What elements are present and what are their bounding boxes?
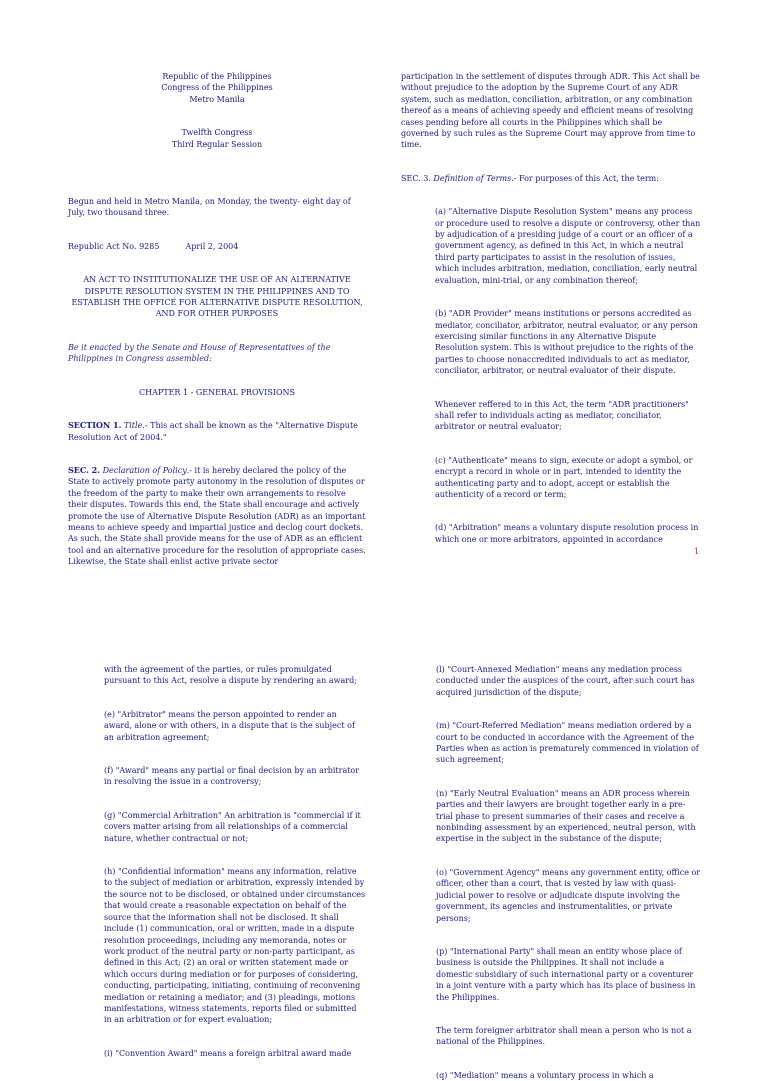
definition-d: (d) "Arbitration" means a voluntary dispute resolution process in which one or more arbitrators, appointed in accordance	[435, 523, 699, 544]
definition-g: (g) "Commercial Arbitration" An arbitration is "commercial if it covers matter arising from all relationships of a commercial nature, whether contractual or not;	[104, 810, 361, 843]
act-date: April 2, 2004	[185, 241, 239, 251]
section-3-label: SEC. 3.	[401, 173, 431, 183]
page2-left-column	[104, 664, 366, 1059]
act-number-line	[68, 241, 366, 252]
definition-l: (l) "Court-Annexed Mediation" means any mediation process conducted under the auspices of the court, after such court has acquired jurisdiction of the dispute;	[436, 665, 695, 697]
congress-number: Twelfth Congress	[181, 128, 253, 138]
act-number: Republic Act No. 9285	[68, 241, 160, 251]
page1-right-column	[401, 71, 701, 545]
foreigner-arbitrator-note: The term foreigner arbitrator shall mean a person who is not a national of the Philippines.	[436, 1025, 692, 1047]
header-block	[68, 71, 366, 105]
section-3	[401, 173, 701, 184]
page1-left-column	[68, 71, 366, 568]
definition-o: (o) "Government Agency" means any government entity, office or officer, other than a court, that is vested by law with quasi-judicial power to resolve or adjudicate dispute involving the government, its agencies and instrumentalities, or private persons;	[436, 867, 701, 923]
section-1-text: .- This act shall be known as the "Alternative Dispute Resolution Act of 2004."	[68, 421, 358, 442]
act-title: AN ACT TO INSTITUTIONALIZE THE USE OF AN ALTERNATIVE DISPUTE RESOLUTION SYSTEM IN THE PHILIPPINES AND TO ESTABLISH THE OFFICE FOR ALTERNATIVE DISPUTE RESOLUTION, AND FOR OTHER PURPOSES	[71, 275, 363, 319]
definition-f: (f) "Award" means any partial or final decision by an arbitrator in resolving the issue in a controversy;	[104, 766, 360, 787]
header-congress: Congress of the Philippines	[161, 83, 273, 93]
arbitration-continuation: with the agreement of the parties, or rules promulgated pursuant to this Act, resolve a dispute by rendering an award;	[104, 665, 357, 686]
definition-c: (c) "Authenticate" means to sign, execute or adopt a symbol, or encrypt a record in whole or in part, intended to identity the authenticating party and to adopt, accept or establish the authenticity of a record or term;	[435, 455, 693, 499]
chapter-heading: CHAPTER 1 - GENERAL PROVISIONS	[138, 387, 296, 397]
section-2-title: Declaration of Policy	[102, 465, 187, 475]
definition-e: (e) "Arbitrator" means the person appointed to render an award, alone or with others, in a dispute that is the subject of an arbitration agreement;	[104, 709, 355, 742]
definition-p: (p) "International Party" shall mean an entity whose place of business is outside the Philippines. It shall not include a domestic subsidiary of such international party or a coventurer in a joint venture with a party which has its place of business in the Philippines.	[436, 946, 696, 1002]
page2-right-column	[436, 664, 701, 1081]
definition-i: (i) "Convention Award" means a foreign arbitral award made	[104, 1048, 352, 1058]
definitions-block-1	[401, 206, 701, 376]
section-1-label: SECTION 1.	[68, 420, 122, 431]
definition-q: (q) "Mediation" means a voluntary process in which a	[436, 1070, 654, 1080]
session-number: Third Regular Session	[171, 139, 263, 149]
header-republic: Republic of the Philippines	[162, 72, 272, 81]
definitions-block-2	[401, 455, 701, 545]
section-3-text: .- For purposes of this Act, the term:	[511, 173, 659, 183]
section-1	[68, 420, 366, 443]
section-2	[68, 465, 366, 568]
congress-block	[68, 127, 366, 150]
enacting-clause: Be it enacted by the Senate and House of Representatives of the Philippines in Congress assembled:	[68, 342, 331, 364]
definition-b: (b) "ADR Provider" means institutions or persons accredited as mediator, conciliator, arbitrator, neutral evaluator, or any person exercising similar functions in any Alternative Dispute Resolution system. This is without prejudice to the rights of the parties to choose nonaccredited individuals to act as mediator, conciliator, arbitrator, or neutral evaluator of their dispute.	[435, 309, 698, 376]
begun-statement: Begun and held in Metro Manila, on Monday, the twenty- eight day of July, two thousand three.	[68, 197, 351, 218]
policy-continuation: participation in the settlement of disputes through ADR. This Act shall be without prejudice to the adoption by the Supreme Court of any ADR system, such as mediation, conciliation, arbitration, or any combination thereof as a means of achieving speedy and efficient means of resolving cases pending before all courts in the Philippines which shall be governed by such rules as the Supreme Court may approve from time to time.	[401, 72, 700, 150]
definition-h: (h) "Confidential information" means any information, relative to the subject of mediation or arbitration, expressly intended by the source not to be disclosed, or obtained under circumstances that would create a reasonable expectation on behalf of the source that the information shall not be disclosed. It shall include (1) communication, oral or written, made in a dispute resolution proceedings, including any memoranda, notes or work product of the neutral party or non-party participant, as defined in this Act; (2) an oral or written statement made or which occurs during mediation or for purposes of considering, conducting, participating, initiating, continuing of reconvening mediation or retaining a mediator; and (3) pleadings, motions manifestations, witness statements, reports filed or submitted in an arbitration or for expert evaluation;	[104, 867, 366, 1025]
section-2-label: SEC. 2.	[68, 464, 101, 475]
section-1-title: Title	[123, 421, 143, 431]
definition-m: (m) "Court-Referred Mediation" means mediation ordered by a court to be conducted in accordance with the Agreement of the Parties when as action is prematurely commenced in violation of such agreement;	[436, 721, 699, 765]
definition-n: (n) "Early Neutral Evaluation" means an ADR process wherein parties and their lawyers are brought together early in a pre-trial phase to present summaries of their cases and receive a nonbinding assessment by an experienced, neutral person, with expertise in the subject in the substance of the dispute;	[436, 788, 696, 844]
adr-practitioners-note: Whenever reffered to in this Act, the term "ADR practitioners" shall refer to individuals acting as mediator, conciliator, arbitrator or neutral evaluator;	[435, 399, 689, 432]
header-location: Metro Manila	[189, 94, 245, 104]
definition-a: (a) "Alternative Dispute Resolution System" means any process or procedure used to resolve a dispute or controversy, other than by adjudication of a presiding judge of a court or an officer of a government agency, as defined in this Act, in which a neutral third party participates to assist in the resolution of issues, which includes arbitration, mediation, conciliation, early neutral evaluation, mini-trial, or any combination thereof;	[435, 207, 701, 285]
document-page-2	[0, 658, 768, 1080]
section-3-title: Definition of Terms	[433, 173, 512, 183]
section-2-text: .- it is hereby declared the policy of the State to actively promote party autonomy in the resolution of disputes or the freedom of the party to make their own arrangements to resolve their disputes. Towards this end, the State shall encourage and actively promote the use of Alternative Dispute Resolution (ADR) as an important means to achieve speedy and impartial justice and declog court dockets. As such, the State shall provide means for the use of ADR as an efficient tool and an alternative procedure for the resolution of appropriate cases. Likewise, the State shall enlist active private sector	[68, 465, 366, 567]
page-number: 1	[694, 547, 700, 556]
